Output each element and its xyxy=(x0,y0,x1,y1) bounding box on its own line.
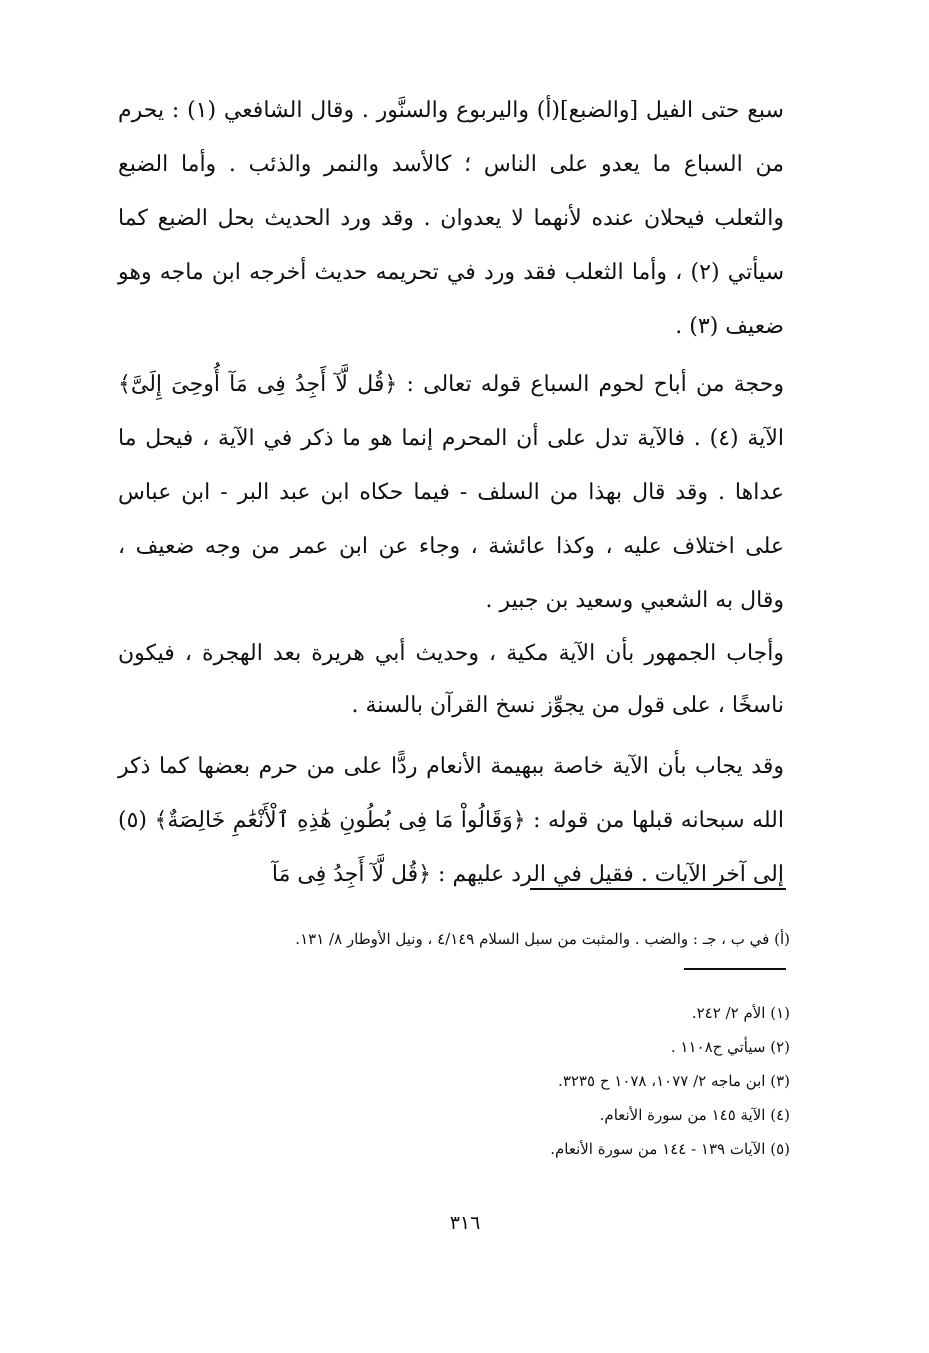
paragraph-3: وأجاب الجمهور بأن الآية مكية ، وحديث أبي هريرة بعد الهجرة ، فيكون ناسخًا ، على قول من يجوِّز نسخ القرآن بالسنة . xyxy=(118,641,784,718)
footnote-separator-rule-short xyxy=(684,968,786,970)
variant-note: (أ) في ب ، جـ : والضب . والمثبت من سبل السلام ٤/١٤٩ ، ونيل الأوطار ٨/ ١٣١. xyxy=(295,930,790,948)
footnote-2: (٢) سيأتي ح١١٠٨ . xyxy=(670,1038,790,1056)
footnote-4: (٤) الآية ١٤٥ من سورة الأنعام. xyxy=(599,1106,790,1124)
footnote-separator-rule xyxy=(530,888,786,890)
paragraph-2: وحجة من أباح لحوم السباع قوله تعالى : ﴿قُل لَّآ أَجِدُ فِى مَآ أُوحِىَ إِلَىَّ﴾ الآية (٤) . فالآية تدل على أن المحرم إنما هو ما ذكر في الآية ، فيحل ما عداها . وقد قال بهذا من السلف - فيما حكاه ابن عبد البر - ابن عباس على اختلاف عليه ، وكذا عائشة ، وجاء عن ابن عمر من وجه ضعيف ، وقال به الشعبي وسعيد بن جبير . xyxy=(118,372,784,613)
footnote-1: (١) الأم ٢/ ٢٤٢. xyxy=(691,1004,790,1022)
page-number: ٣١٦ xyxy=(449,1212,481,1234)
paragraph-4: وقد يجاب بأن الآية خاصة ببهيمة الأنعام ردًّا على من حرم بعضها كما ذكر الله سبحانه قبلها من قوله : ﴿وَقَالُواْ مَا فِى بُطُونِ هَٰذِهِ ٱلْأَنْعَٰمِ خَالِصَةٌ﴾ (٥) إلى آخر الآيات . فقيل في الرد عليهم : ﴿قُل لَّآ أَجِدُ فِى مَآ xyxy=(118,754,784,887)
footnote-3: (٣) ابن ماجه ٢/ ١٠٧٧، ١٠٧٨ ح ٣٢٣٥. xyxy=(558,1072,790,1090)
paragraph-1: سبع حتى الفيل [والضبع]‏(أ) واليربوع والسنَّور . وقال الشافعي (١) : يحرم من السباع ما يعدو على الناس ؛ كالأسد والنمر والذئب . وأما الضبع والثعلب فيحلان عنده لأنهما لا يعدوان . وقد ورد الحديث بحل الضبع كما سيأتي (٢) ، وأما الثعلب فقد ورد في تحريمه حديث أخرجه ابن ماجه وهو ضعيف (٣) . xyxy=(118,98,784,339)
footnote-5: (٥) الآيات ١٣٩ - ١٤٤ من سورة الأنعام. xyxy=(550,1140,790,1158)
footnote-list xyxy=(150,996,790,1166)
